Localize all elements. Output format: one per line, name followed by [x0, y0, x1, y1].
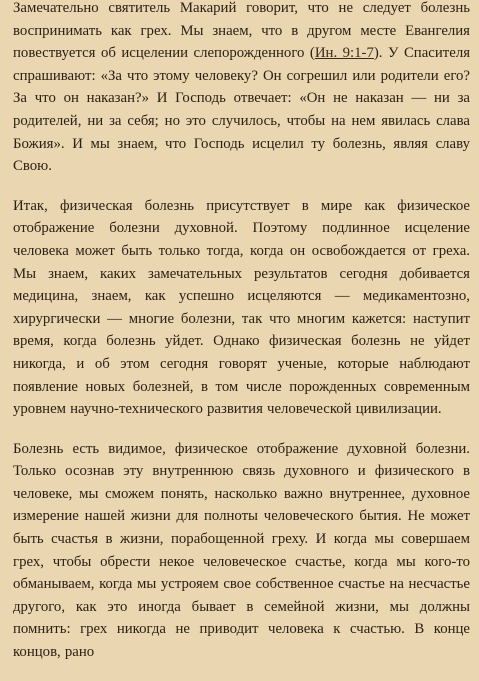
paragraph-3: Болезнь есть видимое, физическое отображение духовной болезни. Только осознав эту внутреннюю связь духовного и физического в человеке, мы сможем понять, насколько важно внутреннее, духовное измерение нашей жизни для полноты человеческого бытия. Не может быть счастья в жизни, порабощенной греху. И когда мы совершаем грех, чтобы обрести некое человеческое счастье, когда мы кого-то обманываем, когда мы устрояем свое собственное счастье на несчастье другого, как это иногда бывает в семейной жизни, мы должны помнить: грех никогда не приводит человека к счастью. В конце концов, рано [13, 440, 470, 661]
paragraph-1-text-end: ). У Спасителя спрашивают: «За что этому человеку? Он согрешил или родители его? За что он наказан?» И Господь отвечает: «Он не наказан — ни за родителей, ни за себя; но это случилось, чтобы на нем явилась слава Божия». И мы знаем, что Господь исцелил ту болезнь, являя славу Свою. [13, 45, 471, 175]
document-body [13, 0, 470, 681]
paragraph-1 [13, 0, 470, 178]
scripture-reference-link[interactable]: Ин. 9:1-7 [314, 45, 374, 62]
paragraph-2: Итак, физическая болезнь присутствует в мире как физическое отображение болезни духовной. Поэтому подлинное исцеление человека может быть только тогда, когда он освобождается от греха. Мы знаем, каких замечательных результатов сегодня добивается медицина, знаем, как успешно исцеляются — медикаментозно, хирургически — многие болезни, так что многим кажется: наступит время, когда болезнь уйдет. Однако физическая болезнь не уйдет никогда, и об этом сегодня говорят ученые, которые наблюдают появление новых болезней, в том числе порожденных современным уровнем научно-технического развития человеческой цивилизации. [13, 197, 470, 418]
paragraph-1-text-start: Замечательно святитель Макарий говорит, что не следует болезнь воспринимать как грех. Мы знаем, что в другом месте Евангелия повествуется об исцелении слепорожденного ( [13, 0, 470, 62]
